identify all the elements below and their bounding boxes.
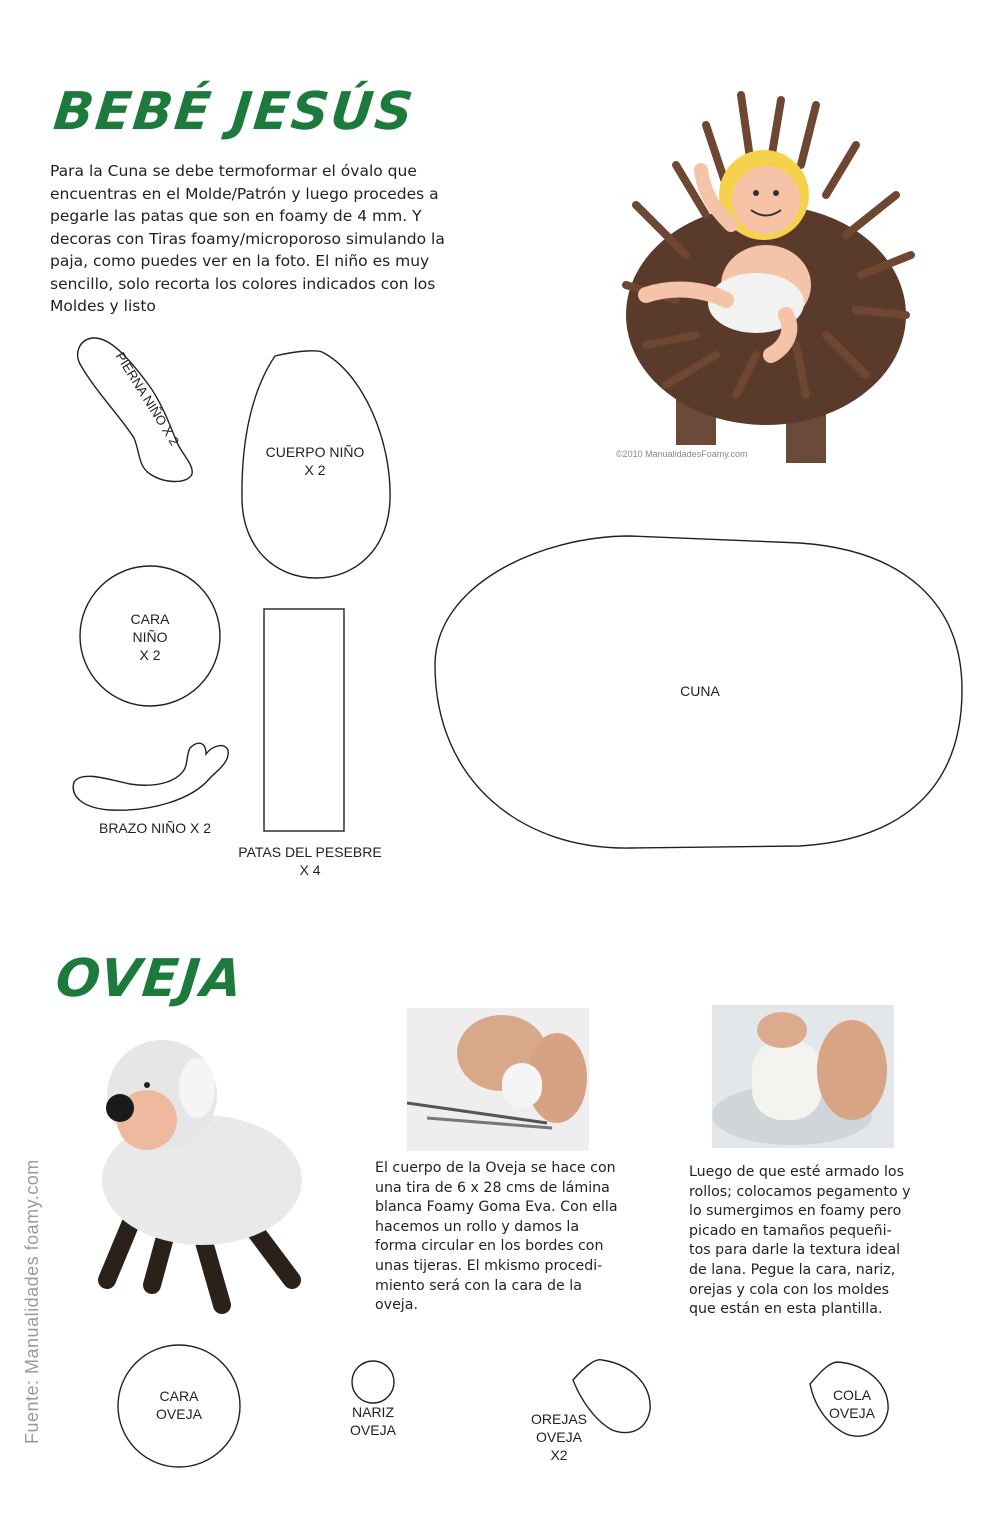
title-oveja: OVEJA xyxy=(52,949,247,1009)
sheep-tail-pattern-label: COLA OVEJA xyxy=(829,1387,875,1421)
face-pattern-label: CARA NIÑO X 2 xyxy=(130,611,170,663)
nativity-description: Para la Cuna se debe termoformar el óvalo que encuentras en el Molde/Patrón y luego procedes a pegarle las patas que son en foamy de 4 mm. Y decoras con Tiras foamy/microporoso simulando la paja, como puedes ver en la foto. El niño es muy sencillo, solo recorta los colores indicados con los Moldes y listo xyxy=(50,162,445,315)
sheep-face-pattern-label: CARA OVEJA xyxy=(156,1388,202,1422)
sheep-nose-pattern-label: NARIZ OVEJA xyxy=(350,1404,396,1438)
wool-texture-photo xyxy=(712,1005,894,1148)
sheep-nose-pattern-outline xyxy=(352,1361,394,1403)
sheep-ears-pattern-label: OREJAS OVEJA X2 xyxy=(530,1411,587,1463)
title-bebe-jesus: BEBÉ JESÚS xyxy=(50,82,418,142)
arm-pattern-outline xyxy=(73,743,228,810)
arm-pattern-label: BRAZO NIÑO X 2 xyxy=(98,820,212,836)
crib-legs-pattern-label: PATAS DEL PESEBRE X 4 xyxy=(238,844,382,878)
leg-pattern-label: PIERNA NIÑO X 2 xyxy=(112,349,183,449)
baby-jesus-crib-photo xyxy=(606,85,938,470)
photo-credit: ©2010 ManualidadesFoamy.com xyxy=(616,449,748,459)
body-pattern-label: CUERPO NIÑO X 2 xyxy=(265,444,365,478)
crib-pattern-label: CUNA xyxy=(680,683,720,699)
sheep-step1-text: El cuerpo de la Oveja se hace con una tira de 6 x 28 cms de lámina blanca Foamy Goma Eva. Con ella hacemos un rollo y damos la forma circular en los bordes con unas tijeras. El mkismo procedi- miento será con la cara de la oveja. xyxy=(375,1160,618,1314)
sheep-photo xyxy=(92,1040,312,1320)
source-credit: Fuente: Manualidades foamy.com xyxy=(22,1159,42,1444)
crib-legs-pattern-outline xyxy=(264,609,344,831)
roll-cutting-photo xyxy=(407,1008,589,1151)
sheep-step2-text: Luego de que esté armado los rollos; colocamos pegamento y lo sumergimos en foamy pero picado en tamaños pequeñi- tos para darle la textura ideal de lana. Pegue la cara, nariz, orejas y cola con los moldes que están en esta plantilla. xyxy=(689,1164,911,1318)
